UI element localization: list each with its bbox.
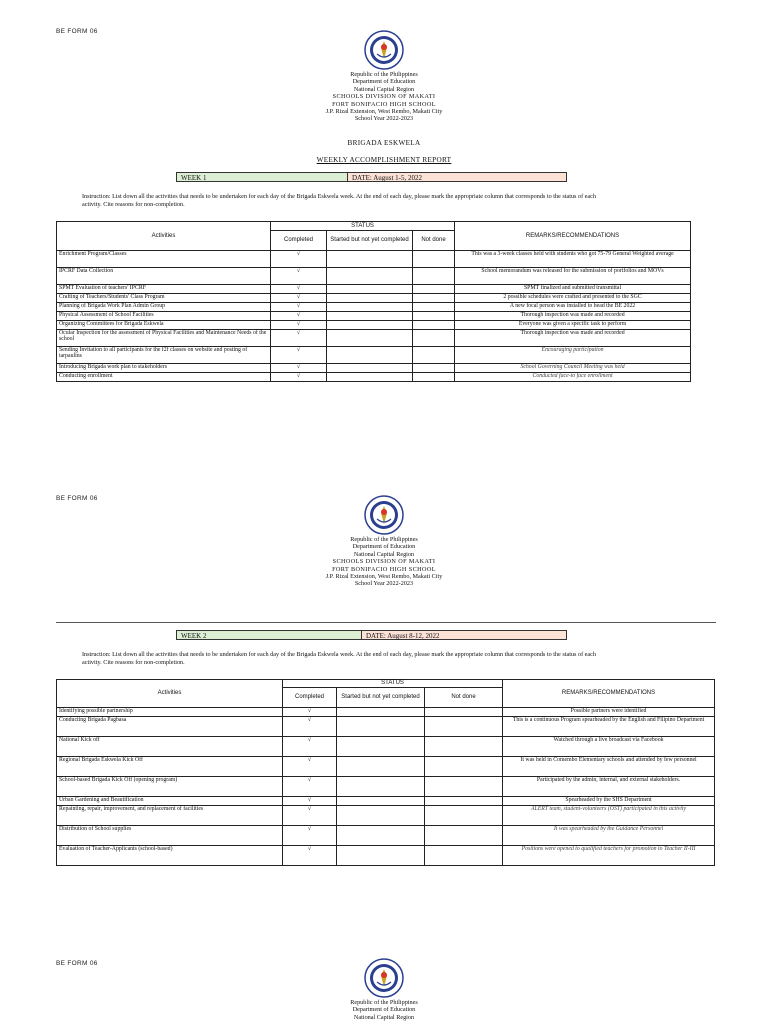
deped-seal-icon — [364, 30, 404, 70]
school-header — [0, 536, 768, 588]
remarks-cell: SPMT finalized and submitted transmittal — [455, 285, 691, 294]
remarks-cell: Positions were opened to qualified teachers for promotion to Teacher II-III — [503, 846, 715, 866]
activity-cell: Distribution of School supplies — [57, 826, 283, 846]
check-mark: √ — [283, 826, 337, 846]
header-region: National Capital Region — [353, 85, 415, 93]
table-row — [57, 777, 715, 797]
remarks-cell: 2 possible schedules were crafted and presented to the SGC — [455, 294, 691, 303]
check-mark: √ — [283, 717, 337, 737]
check-mark: √ — [271, 312, 327, 321]
table-row — [57, 330, 691, 347]
header-started: Started but not yet completed — [327, 231, 413, 251]
activity-cell: Regional Brigada Eskwela Kick Off — [57, 757, 283, 777]
started-cell — [327, 373, 413, 382]
header-republic: Republic of the Philippines — [350, 999, 418, 1006]
started-cell — [327, 268, 413, 285]
not-done-cell — [425, 797, 503, 806]
not-done-cell — [413, 330, 455, 347]
activity-cell: Repainting, repair, improvement, and replacement of facilities — [57, 806, 283, 826]
started-cell — [327, 321, 413, 330]
remarks-cell: This is a continuous Program spearheaded by the English and Filipino Department — [503, 717, 715, 737]
not-done-cell — [425, 846, 503, 866]
header-completed: Completed — [271, 231, 327, 251]
remarks-cell: ALERT team, student-volunteers (OST) participated in this activity — [503, 806, 715, 826]
check-mark: √ — [271, 251, 327, 268]
started-cell — [327, 364, 413, 373]
week-label-box: WEEK 1 — [176, 172, 348, 182]
started-cell — [337, 777, 425, 797]
document-title: BRIGADA ESKWELA — [347, 139, 421, 147]
date-label-box: DATE: August 1-5, 2022 — [347, 172, 567, 182]
not-done-cell — [425, 777, 503, 797]
header-school: FORT BONIFACIO HIGH SCHOOL — [332, 100, 436, 108]
activity-cell: IPCRF Data Collection — [57, 268, 271, 285]
table-row — [57, 294, 691, 303]
activity-cell: Identifying possible partnership — [57, 708, 283, 717]
header-address: J.P. Rizal Extension, West Rembo, Makati City — [325, 108, 443, 116]
table-row — [57, 757, 715, 777]
accomplishment-table-week-2 — [56, 679, 715, 866]
remarks-cell: School Governing Council Meeting was held — [455, 364, 691, 373]
not-done-cell — [413, 312, 455, 321]
header-not-done: Not done — [425, 688, 503, 708]
remarks-cell: Possible partners were identified — [503, 708, 715, 717]
table-row — [57, 303, 691, 312]
table-row — [57, 268, 691, 285]
header-address: J.P. Rizal Extension, West Rembo, Makati City — [325, 573, 443, 581]
header-school-year: School Year 2022-2023 — [354, 115, 414, 123]
started-cell — [337, 846, 425, 866]
report-title: WEEKLY ACCOMPLISHMENT REPORT — [316, 156, 452, 164]
started-cell — [327, 285, 413, 294]
check-mark: √ — [271, 330, 327, 347]
check-mark: √ — [283, 757, 337, 777]
header-completed: Completed — [283, 688, 337, 708]
not-done-cell — [413, 268, 455, 285]
table-row — [57, 806, 715, 826]
remarks-cell: It was held in Comembo Elementary schools and attended by few personnel — [503, 757, 715, 777]
started-cell — [337, 737, 425, 757]
header-activities: Activities — [57, 680, 283, 708]
remarks-cell: Spearheaded by the SHS Department — [503, 797, 715, 806]
table-row — [57, 737, 715, 757]
header-republic: Republic of the Philippines — [350, 71, 418, 78]
activity-cell: Conducting enrollment — [57, 373, 271, 382]
remarks-cell: School memorandum was released for the submission of portfolios and MOVs — [455, 268, 691, 285]
check-mark: √ — [283, 708, 337, 717]
started-cell — [337, 826, 425, 846]
not-done-cell — [425, 757, 503, 777]
header-started: Started but not yet completed — [337, 688, 425, 708]
remarks-cell: Conducted face-to face enrollment — [455, 373, 691, 382]
not-done-cell — [413, 364, 455, 373]
started-cell — [327, 294, 413, 303]
table-row — [57, 717, 715, 737]
not-done-cell — [413, 285, 455, 294]
not-done-cell — [413, 251, 455, 268]
table-row — [57, 312, 691, 321]
started-cell — [327, 347, 413, 364]
table-row — [57, 251, 691, 268]
date-label-box: DATE: August 8-12, 2022 — [361, 630, 567, 640]
activity-cell: Planning of Brigada Work Plan Admin Group — [57, 303, 271, 312]
started-cell — [337, 708, 425, 717]
check-mark: √ — [271, 285, 327, 294]
header-activities: Activities — [57, 222, 271, 251]
remarks-cell: It was spearheaded by the Guidance Personnel — [503, 826, 715, 846]
activity-cell: School-based Brigada Kick Off (opening program) — [57, 777, 283, 797]
activity-cell: Enrichment Program/Classes — [57, 251, 271, 268]
week-label-box: WEEK 2 — [176, 630, 362, 640]
remarks-cell: Watched through a live broadcast via Facebook — [503, 737, 715, 757]
check-mark: √ — [283, 777, 337, 797]
started-cell — [327, 330, 413, 347]
started-cell — [337, 757, 425, 777]
started-cell — [327, 251, 413, 268]
started-cell — [327, 312, 413, 321]
not-done-cell — [425, 826, 503, 846]
activity-cell: SPMT Evaluation of teachers' IPCRF — [57, 285, 271, 294]
header-department: Department of Education — [352, 78, 416, 86]
header-division: SCHOOLS DIVISION OF MAKATI — [332, 93, 436, 101]
remarks-cell: Thorough inspection was made and recorded — [455, 312, 691, 321]
table-row — [57, 708, 715, 717]
check-mark: √ — [283, 846, 337, 866]
activity-cell: Sending Invitation to all participants for the f2f classes on website and posting of tarpaulins — [57, 347, 271, 364]
header-department: Department of Education — [352, 1006, 416, 1014]
form-code: BE FORM 06 — [56, 495, 98, 502]
school-header — [0, 71, 768, 123]
check-mark: √ — [271, 294, 327, 303]
activity-cell: Conducting Brigada Pagbasa — [57, 717, 283, 737]
not-done-cell — [413, 294, 455, 303]
check-mark: √ — [283, 737, 337, 757]
deped-seal-icon — [364, 958, 404, 998]
started-cell — [337, 797, 425, 806]
accomplishment-table-week-1 — [56, 221, 691, 382]
activity-cell: Ocular Inspection for the assessment of Physical Facilities and Maintenance Needs of the school — [57, 330, 271, 347]
check-mark: √ — [271, 303, 327, 312]
table-row — [57, 364, 691, 373]
table-row — [57, 373, 691, 382]
header-status: STATUS — [283, 680, 503, 688]
form-code: BE FORM 06 — [56, 960, 98, 967]
remarks-cell: This was a 3-week classes held with students who got 75-79 General Weighted average — [455, 251, 691, 268]
not-done-cell — [413, 373, 455, 382]
not-done-cell — [413, 303, 455, 312]
deped-seal-icon — [364, 495, 404, 535]
activity-cell: Urban Gardening and Beautification — [57, 797, 283, 806]
check-mark: √ — [271, 364, 327, 373]
header-school: FORT BONIFACIO HIGH SCHOOL — [332, 565, 436, 573]
check-mark: √ — [283, 797, 337, 806]
activity-cell: Physical Assessment of School Facilities — [57, 312, 271, 321]
activity-cell: Evaluation of Teacher-Applicants (school-based) — [57, 846, 283, 866]
not-done-cell — [425, 737, 503, 757]
instruction-text: Instruction: List down all the activities that needs to be undertaken for each day of the Brigada Eskwela week. At the end of each day, please mark the appropriate column that corresponds to the status of each activity. Cite reasons for non-completion. — [82, 651, 597, 666]
page-divider — [56, 622, 716, 623]
form-code: BE FORM 06 — [56, 28, 98, 35]
header-remarks: REMARKS/RECOMMENDATIONS — [455, 222, 691, 251]
remarks-cell: Thorough inspection was made and recorded — [455, 330, 691, 347]
table-row — [57, 846, 715, 866]
activity-cell: Crafting of Teachers/Students' Class Program — [57, 294, 271, 303]
not-done-cell — [413, 321, 455, 330]
not-done-cell — [425, 717, 503, 737]
header-region: National Capital Region — [353, 550, 415, 558]
started-cell — [337, 806, 425, 826]
started-cell — [337, 717, 425, 737]
table-row — [57, 797, 715, 806]
remarks-cell: Everyone was given a specific task to perform — [455, 321, 691, 330]
header-remarks: REMARKS/RECOMMENDATIONS — [503, 680, 715, 708]
not-done-cell — [425, 708, 503, 717]
check-mark: √ — [271, 268, 327, 285]
table-row — [57, 321, 691, 330]
remarks-cell: Participated by the admin, internal, and external stakeholders. — [503, 777, 715, 797]
not-done-cell — [425, 806, 503, 826]
check-mark: √ — [271, 347, 327, 364]
table-row — [57, 826, 715, 846]
remarks-cell: Encouraging participation — [455, 347, 691, 364]
school-header — [0, 999, 768, 1021]
header-not-done: Not done — [413, 231, 455, 251]
remarks-cell: A new focal person was installed to head the BE 2022 — [455, 303, 691, 312]
activity-cell: National Kick off — [57, 737, 283, 757]
not-done-cell — [413, 347, 455, 364]
check-mark: √ — [271, 321, 327, 330]
header-school-year: School Year 2022-2023 — [354, 580, 414, 588]
table-row — [57, 285, 691, 294]
started-cell — [327, 303, 413, 312]
header-division: SCHOOLS DIVISION OF MAKATI — [332, 558, 436, 566]
header-republic: Republic of the Philippines — [350, 536, 418, 543]
check-mark: √ — [271, 373, 327, 382]
header-region: National Capital Region — [353, 1013, 415, 1021]
header-department: Department of Education — [352, 543, 416, 551]
activity-cell: Introducing Brigada work plan to stakeholders — [57, 364, 271, 373]
table-row — [57, 347, 691, 364]
header-status: STATUS — [271, 222, 455, 231]
instruction-text: Instruction: List down all the activities that needs to be undertaken for each day of the Brigada Eskwela week. At the end of each day, please mark the appropriate column that corresponds to the status of each activity. Cite reasons for non-completion. — [82, 193, 597, 208]
check-mark: √ — [283, 806, 337, 826]
activity-cell: Organizing Committees for Brigada Eskwela — [57, 321, 271, 330]
